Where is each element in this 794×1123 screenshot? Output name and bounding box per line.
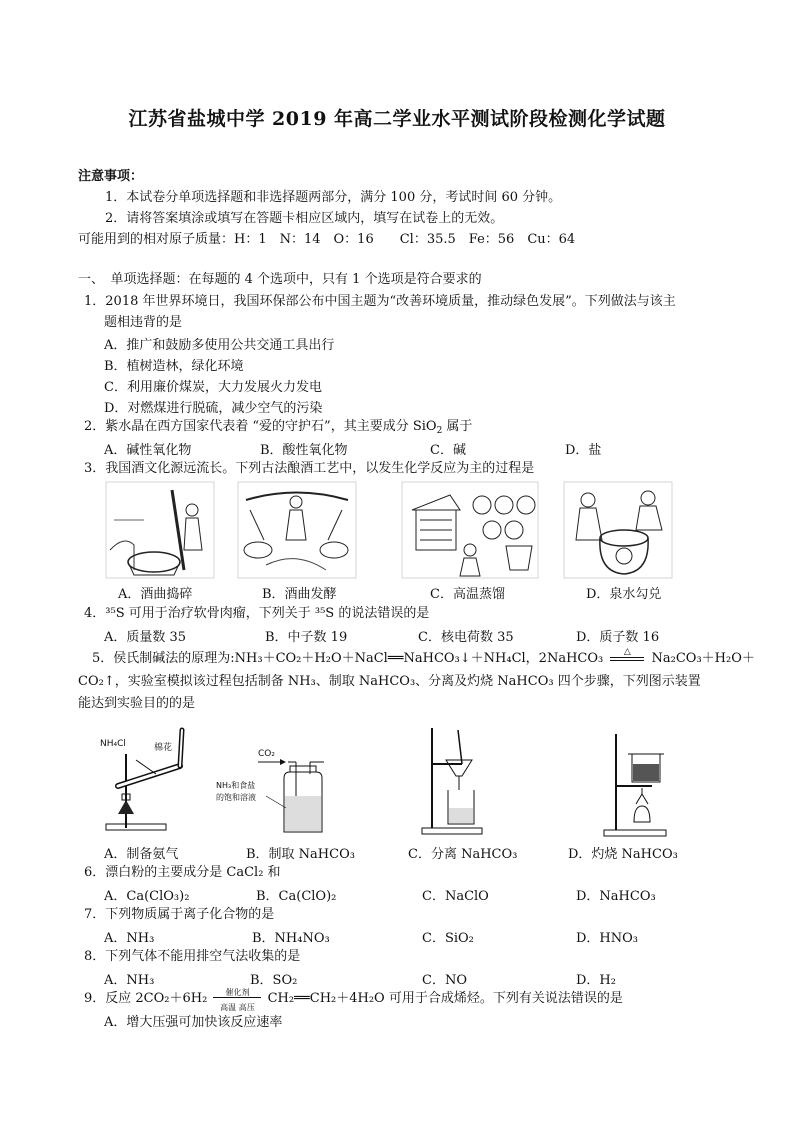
q5-option-d: D．灼烧 NaHCO₃ <box>568 847 678 862</box>
q2-stem-sub: 2 <box>436 426 443 436</box>
q5-line1-eq2: Na₂CO₃＋H₂O＋ <box>651 651 755 666</box>
q5-figA-label-cotton: 棉花 <box>154 743 173 753</box>
q5-heat-symbol: △ <box>623 647 631 657</box>
q1-stem-line2: 题相违背的是 <box>104 315 183 330</box>
q5-figA-label-nh4cl: NH₄Cl <box>100 739 126 749</box>
q1-option-a: A．推广和鼓励多使用公共交通工具出行 <box>104 338 335 353</box>
q3-option-b: B．酒曲发酵 <box>262 587 337 602</box>
q9-stem-pre: 9．反应 2CO₂＋6H₂ <box>84 991 208 1006</box>
q4-option-c: C．核电荷数 35 <box>418 630 514 645</box>
q5-figB-label-nh3: NH₃和食盐 <box>216 781 256 790</box>
q5-figB-label-solution: 的饱和溶液 <box>216 793 256 802</box>
section-prefix: 一、 单项选择题： <box>78 272 189 287</box>
q5-line1 <box>92 647 755 667</box>
q4-option-a: A．质量数 35 <box>104 630 187 645</box>
q2-option-a: A．碱性氧化物 <box>104 443 192 458</box>
q9-cond-top: 催化剂 <box>225 987 250 997</box>
q7-option-d: D．HNO₃ <box>576 931 639 946</box>
q9-stem <box>84 987 623 1012</box>
q5-figure-a <box>96 724 200 834</box>
q2-option-d: D．盐 <box>565 443 602 458</box>
q5-line1-pre: 5．侯氏制碱法的原理为: <box>92 651 235 666</box>
notes-item-2: 2．请将答案填涂或填写在答题卡相应区域内，填写在试卷上的无效。 <box>105 211 504 226</box>
section-text: 在每题的 4 个选项中，只有 1 个选项是符合要求的 <box>188 272 482 287</box>
q2-stem-pre: 2．紫水晶在西方国家代表着 “爱的守护石”，其主要成分 SiO <box>84 419 437 434</box>
q1-stem-line1: 1．2018 年世界环境日，我国环保部公布中国主题为“改善环境质量，推动绿色发展”。下列做法与该主 <box>84 294 676 309</box>
q3-image-c <box>400 480 540 580</box>
q1-option-b: B．植树造林，绿化环境 <box>104 359 244 374</box>
q3-image-a <box>104 480 216 580</box>
q5-figure-d <box>598 734 674 838</box>
q3-option-d: D．泉水勾兑 <box>586 587 662 602</box>
q2-option-c: C．碱 <box>430 443 466 458</box>
notes-item-1: 1．本试卷分单项选择题和非选择题两部分，满分 100 分，考试时间 60 分钟。 <box>105 190 562 205</box>
q5-option-b: B．制取 NaHCO₃ <box>246 847 355 862</box>
q1-option-c: C．利用廉价煤炭，大力发展火力发电 <box>104 380 322 395</box>
q3-image-b <box>236 480 358 580</box>
q4-option-b: B．中子数 19 <box>265 630 348 645</box>
q2-stem-post: 属于 <box>442 419 473 434</box>
q8-stem: 8．下列气体不能用排空气法收集的是 <box>84 949 301 964</box>
q9-cond-bottom: 高温 高压 <box>220 1002 255 1012</box>
q6-option-c: C．NaClO <box>422 889 489 904</box>
q5-line1-eq: NH₃＋CO₂＋H₂O＋NaCl══NaHCO₃↓＋NH₄Cl，2NaHCO₃ <box>234 651 604 666</box>
q3-stem: 3．我国酒文化源远流长。下列古法酿酒工艺中，以发生化学反应为主的过程是 <box>84 461 535 476</box>
q6-option-b: B．Ca(ClO)₂ <box>256 889 337 904</box>
q8-option-c: C．NO <box>422 973 467 988</box>
q5-line3: 能达到实验目的的是 <box>78 696 196 711</box>
q8-option-d: D．H₂ <box>576 973 616 988</box>
q1-option-d: D．对燃煤进行脱硫，减少空气的污染 <box>104 401 323 416</box>
q6-option-d: D．NaHCO₃ <box>576 889 656 904</box>
q7-option-a: A．NH₃ <box>104 931 155 946</box>
q4-stem: 4．³⁵S 可用于治疗软骨肉瘤，下列关于 ³⁵S 的说法错误的是 <box>84 606 430 621</box>
q9-reaction-conditions <box>211 987 263 1012</box>
q8-option-a: A．NH₃ <box>104 973 155 988</box>
q7-stem: 7．下列物质属于离子化合物的是 <box>84 907 275 922</box>
q5-heat-condition <box>607 647 647 667</box>
q9-stem-post: CH₂══CH₂＋4H₂O 可用于合成烯烃。下列有关说法错误的是 <box>267 991 623 1006</box>
q4-option-d: D．质子数 16 <box>576 630 660 645</box>
q5-option-a: A．制备氨气 <box>104 847 179 862</box>
section-heading <box>78 271 482 288</box>
q3-option-c: C．高温蒸馏 <box>430 587 505 602</box>
q5-figB-label-co2: CO₂ <box>258 749 275 759</box>
q7-option-c: C．SiO₂ <box>422 931 474 946</box>
q5-figure-b <box>210 738 328 838</box>
q3-option-a: A．酒曲捣碎 <box>118 587 193 602</box>
page-title: 江苏省盐城中学 2019 年高二学业水平测试阶段检测化学试题 <box>128 108 666 130</box>
q5-option-c: C．分离 NaHCO₃ <box>408 847 518 862</box>
q2-stem <box>84 418 472 435</box>
q9-option-a: A．增大压强可加快该反应速率 <box>104 1015 283 1030</box>
q5-line2: CO₂↑，实验室模拟该过程包括制备 NH₃、制取 NaHCO₃、分离及灼烧 NaHCO₃ 四个步骤，下列图示装置 <box>78 674 701 689</box>
q5-figure-c <box>418 724 488 836</box>
q2-option-b: B．酸性氧化物 <box>260 443 348 458</box>
q3-image-d <box>562 480 674 580</box>
q6-option-a: A．Ca(ClO₃)₂ <box>104 889 190 904</box>
q8-option-b: B．SO₂ <box>250 973 298 988</box>
atomic-masses: 可能用到的相对原子质量：H：1 N：14 O：16 Cl：35.5 Fe：56 Cu：64 <box>78 232 576 247</box>
q7-option-b: B．NH₄NO₃ <box>252 931 330 946</box>
q6-stem: 6．漂白粉的主要成分是 CaCl₂ 和 <box>84 865 281 880</box>
notes-heading: 注意事项： <box>78 169 144 184</box>
